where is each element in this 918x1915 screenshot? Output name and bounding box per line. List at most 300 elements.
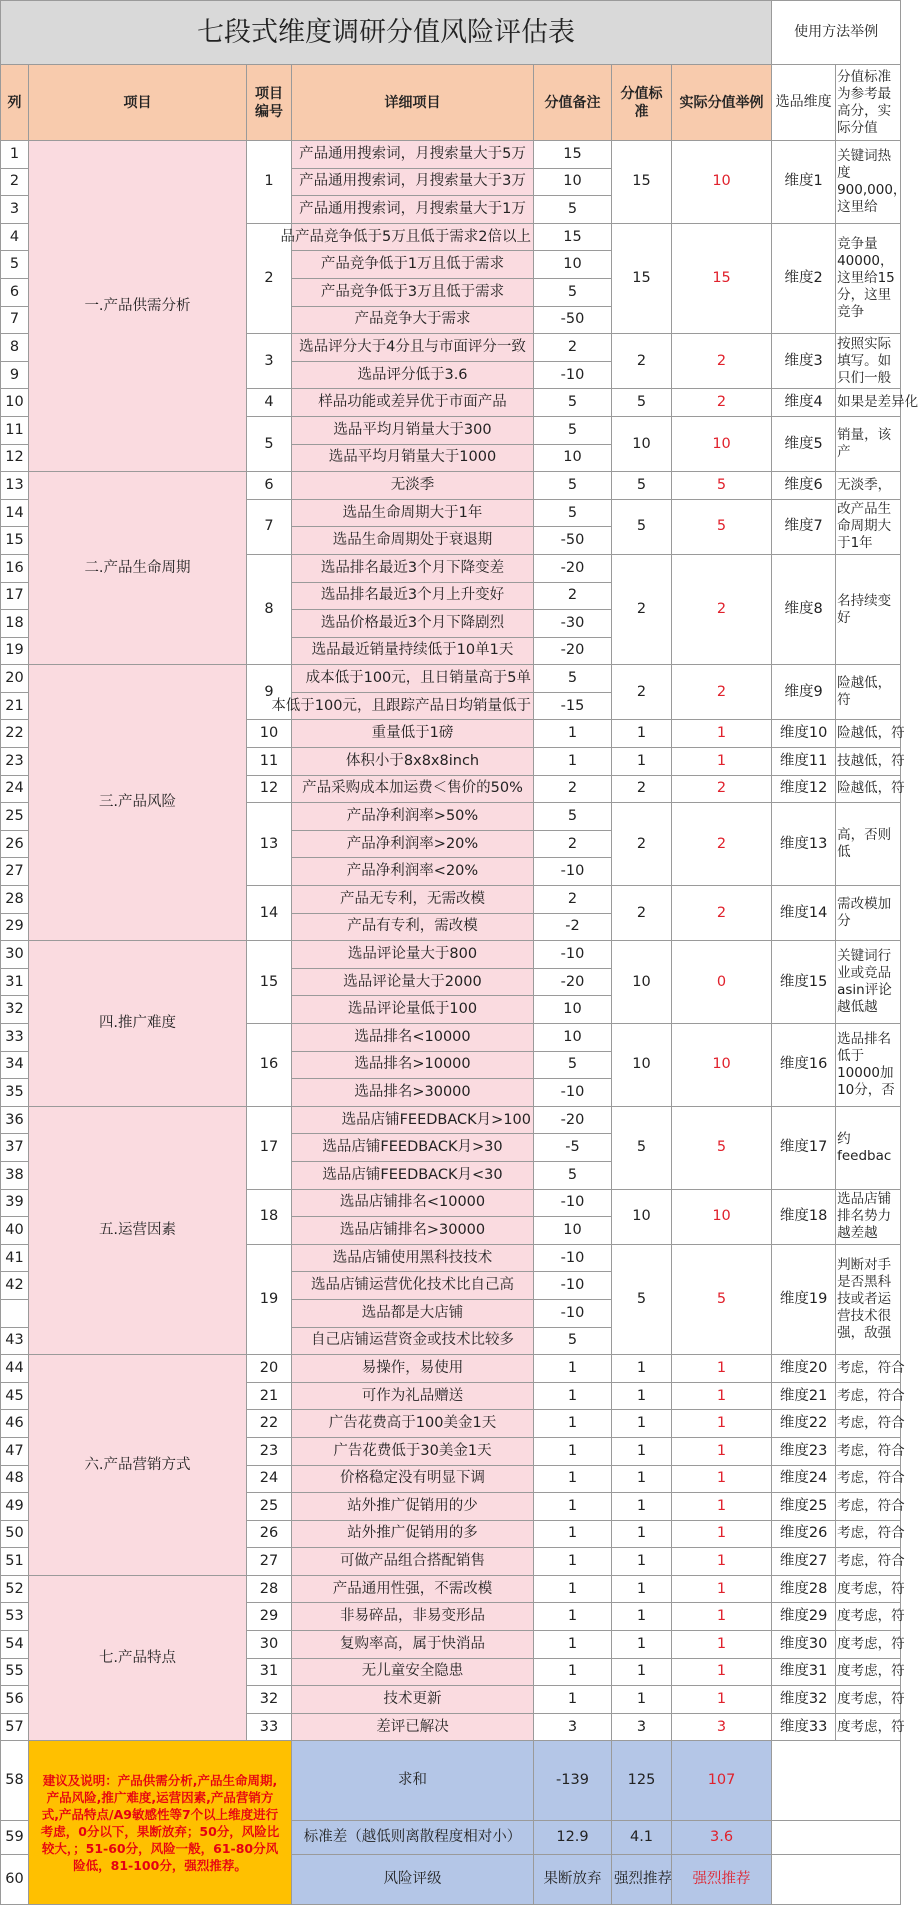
score-standard: 10 xyxy=(612,941,672,1024)
detail-item: 选品店铺排名<10000 xyxy=(292,1189,534,1217)
score-note: -10 xyxy=(534,941,612,969)
detail-item: 选品生命周期大于1年 xyxy=(292,499,534,527)
score-standard: 5 xyxy=(612,389,672,417)
header-item: 项目 xyxy=(29,65,247,141)
detail-item: 选品评论量大于800 xyxy=(292,941,534,969)
score-note: 5 xyxy=(534,416,612,444)
score-note: 1 xyxy=(534,1382,612,1410)
usage-note: 技越低，符 xyxy=(836,748,901,776)
score-standard: 1 xyxy=(612,720,672,748)
row-number: 29 xyxy=(1,913,29,941)
detail-item: 产品无专利，无需改模 xyxy=(292,886,534,914)
score-note: -2 xyxy=(534,913,612,941)
detail-item: 广告花费低于30美金1天 xyxy=(292,1437,534,1465)
risk-score: 果断放弃 xyxy=(534,1855,612,1905)
row-number: 30 xyxy=(1,941,29,969)
score-note: -10 xyxy=(534,1272,612,1300)
row-number: 54 xyxy=(1,1631,29,1659)
row-number: 39 xyxy=(1,1189,29,1217)
dimension-label: 维度16 xyxy=(772,1024,836,1107)
usage-note: 改产品生命周期大于1年 xyxy=(836,499,901,554)
item-number: 4 xyxy=(247,389,292,417)
dimension-label: 维度7 xyxy=(772,499,836,554)
header-detail: 详细项目 xyxy=(292,65,534,141)
empty-cell xyxy=(772,1855,901,1905)
actual-score: 1 xyxy=(672,1658,772,1686)
row-number: 5 xyxy=(1,251,29,279)
dimension-label: 维度23 xyxy=(772,1437,836,1465)
row-number: 8 xyxy=(1,334,29,362)
dimension-label: 维度24 xyxy=(772,1465,836,1493)
score-note: 1 xyxy=(534,1548,612,1576)
std-actual: 3.6 xyxy=(672,1821,772,1855)
detail-item: 产品通用性强，不需改模 xyxy=(292,1575,534,1603)
row-number: 18 xyxy=(1,610,29,638)
row-number: 14 xyxy=(1,499,29,527)
detail-item: 产品有专利，需改模 xyxy=(292,913,534,941)
detail-item: 选品店铺FEEDBACK月>30 xyxy=(292,1134,534,1162)
score-standard: 15 xyxy=(612,141,672,224)
score-note: 15 xyxy=(534,223,612,251)
score-standard: 1 xyxy=(612,748,672,776)
row-number: 4 xyxy=(1,223,29,251)
empty-cell xyxy=(772,1741,901,1821)
score-note: 5 xyxy=(534,1051,612,1079)
item-number: 19 xyxy=(247,1244,292,1354)
detail-item: 广告花费高于100美金1天 xyxy=(292,1410,534,1438)
dimension-label: 维度2 xyxy=(772,223,836,333)
detail-item: 站外推广促销用的少 xyxy=(292,1493,534,1521)
row-number: 17 xyxy=(1,582,29,610)
score-note: 1 xyxy=(534,748,612,776)
header-score-std: 分值标准 xyxy=(612,65,672,141)
score-note: 5 xyxy=(534,499,612,527)
actual-score: 2 xyxy=(672,665,772,720)
score-note: -30 xyxy=(534,610,612,638)
dimension-label: 维度25 xyxy=(772,1493,836,1521)
score-note: 1 xyxy=(534,1410,612,1438)
header-actual: 实际分值举例 xyxy=(672,65,772,141)
score-standard: 5 xyxy=(612,499,672,554)
score-standard: 1 xyxy=(612,1575,672,1603)
row-number: 12 xyxy=(1,444,29,472)
score-note: 10 xyxy=(534,996,612,1024)
row-number: 31 xyxy=(1,968,29,996)
row-number: 38 xyxy=(1,1161,29,1189)
usage-note: 考虑，符合 xyxy=(836,1355,901,1383)
detail-item: 产品净利润率>50% xyxy=(292,803,534,831)
row-number: 48 xyxy=(1,1465,29,1493)
table-row xyxy=(1,941,901,969)
score-standard: 1 xyxy=(612,1631,672,1659)
score-note: 1 xyxy=(534,1437,612,1465)
detail-item: 成本低于100元，且日销量高于5单 xyxy=(292,665,534,693)
usage-note: 度考虑，符 xyxy=(836,1713,901,1741)
score-note: 5 xyxy=(534,803,612,831)
detail-item: 选品评论量大于2000 xyxy=(292,968,534,996)
sum-actual: 107 xyxy=(672,1741,772,1821)
row-number: 56 xyxy=(1,1686,29,1714)
actual-score: 10 xyxy=(672,1024,772,1107)
advice-note: 建议及说明：产品供需分析,产品生命周期,产品风险,推广难度,运营因素,产品营销方式,产品特点/A9敏感性等7个以上维度进行考虑，0分以下，果断放弃；50分，风险比较大，；51-60分，风险一般，61-80分风险低，81-100分，强烈推荐。 xyxy=(29,1741,292,1905)
dimension-label: 维度28 xyxy=(772,1575,836,1603)
header-score-note: 分值备注 xyxy=(534,65,612,141)
sum-score: -139 xyxy=(534,1741,612,1821)
header-dim: 选品维度 xyxy=(772,65,836,141)
detail-item: 非易碎品，非易变形品 xyxy=(292,1603,534,1631)
detail-item: 产品净利润率>20% xyxy=(292,830,534,858)
empty-cell xyxy=(772,1821,901,1855)
actual-score: 2 xyxy=(672,775,772,803)
detail-item: 产品通用搜索词，月搜索量大于3万 xyxy=(292,168,534,196)
usage-note: 度考虑，符 xyxy=(836,1658,901,1686)
detail-item: 选品店铺使用黑科技技术 xyxy=(292,1244,534,1272)
row-number: 52 xyxy=(1,1575,29,1603)
score-note: 2 xyxy=(534,886,612,914)
row-number: 40 xyxy=(1,1217,29,1245)
score-note: 10 xyxy=(534,251,612,279)
detail-item: 易操作，易使用 xyxy=(292,1355,534,1383)
dimension-label: 维度21 xyxy=(772,1382,836,1410)
score-note: -15 xyxy=(534,692,612,720)
row-number: 6 xyxy=(1,278,29,306)
dimension-label: 维度22 xyxy=(772,1410,836,1438)
usage-note: 约feedbac xyxy=(836,1106,901,1189)
row-number xyxy=(1,1299,29,1327)
actual-score: 1 xyxy=(672,1603,772,1631)
score-note: -20 xyxy=(534,1106,612,1134)
score-note: -50 xyxy=(534,527,612,555)
sum-standard: 125 xyxy=(612,1741,672,1821)
detail-item: 价格稳定没有明显下调 xyxy=(292,1465,534,1493)
dimension-label: 维度9 xyxy=(772,665,836,720)
usage-note: 选品店铺排名势力越差越 xyxy=(836,1189,901,1244)
row-number: 22 xyxy=(1,720,29,748)
table-row xyxy=(1,1575,901,1603)
score-note: 3 xyxy=(534,1713,612,1741)
row-number: 24 xyxy=(1,775,29,803)
detail-item: 选品排名最近3个月下降变差 xyxy=(292,554,534,582)
row-number: 51 xyxy=(1,1548,29,1576)
score-standard: 5 xyxy=(612,1106,672,1189)
score-note: 10 xyxy=(534,1024,612,1052)
row-number: 53 xyxy=(1,1603,29,1631)
table-row xyxy=(1,1106,901,1134)
score-standard: 1 xyxy=(612,1603,672,1631)
score-note: 2 xyxy=(534,830,612,858)
item-number: 8 xyxy=(247,554,292,664)
score-note: -50 xyxy=(534,306,612,334)
usage-note: 度考虑，符 xyxy=(836,1631,901,1659)
item-number: 2 xyxy=(247,223,292,333)
item-number: 15 xyxy=(247,941,292,1024)
row-number: 7 xyxy=(1,306,29,334)
usage-note: 考虑，符合 xyxy=(836,1465,901,1493)
score-note: 1 xyxy=(534,1520,612,1548)
detail-item: 产品竞争大于需求 xyxy=(292,306,534,334)
detail-item: 重量低于1磅 xyxy=(292,720,534,748)
actual-score: 1 xyxy=(672,1520,772,1548)
dimension-label: 维度15 xyxy=(772,941,836,1024)
usage-note: 考虑，符合 xyxy=(836,1548,901,1576)
actual-score: 2 xyxy=(672,803,772,886)
detail-item: 产品通用搜索词，月搜索量大于5万 xyxy=(292,141,534,169)
detail-item: 选品店铺FEEDBACK月<30 xyxy=(292,1161,534,1189)
row-number: 59 xyxy=(1,1821,29,1855)
score-standard: 1 xyxy=(612,1382,672,1410)
dimension-label: 维度11 xyxy=(772,748,836,776)
score-note: 5 xyxy=(534,1161,612,1189)
score-note: -10 xyxy=(534,1079,612,1107)
score-note: 2 xyxy=(534,775,612,803)
detail-item: 选品排名>10000 xyxy=(292,1051,534,1079)
score-standard: 1 xyxy=(612,1355,672,1383)
row-number: 60 xyxy=(1,1855,29,1905)
row-number: 36 xyxy=(1,1106,29,1134)
usage-note: 险越低，符 xyxy=(836,775,901,803)
dimension-label: 维度10 xyxy=(772,720,836,748)
sum-label: 求和 xyxy=(292,1741,534,1821)
detail-item: 本低于100元，且跟踪产品日均销量低于 xyxy=(292,692,534,720)
usage-note: 考虑，符合 xyxy=(836,1437,901,1465)
usage-note: 判断对手是否黑科技或者运营技术很强，敌强 xyxy=(836,1244,901,1354)
score-standard: 2 xyxy=(612,886,672,941)
detail-item: 无儿童安全隐患 xyxy=(292,1658,534,1686)
actual-score: 0 xyxy=(672,941,772,1024)
score-standard: 2 xyxy=(612,775,672,803)
score-note: 2 xyxy=(534,582,612,610)
row-number: 3 xyxy=(1,196,29,224)
score-note: 1 xyxy=(534,1686,612,1714)
detail-item: 品产品竞争低于5万且低于需求2倍以上 xyxy=(292,223,534,251)
std-standard: 4.1 xyxy=(612,1821,672,1855)
actual-score: 1 xyxy=(672,1465,772,1493)
table-row xyxy=(1,665,901,693)
item-number: 33 xyxy=(247,1713,292,1741)
score-note: 1 xyxy=(534,1355,612,1383)
category-label: 四.推广难度 xyxy=(29,941,247,1107)
row-number: 2 xyxy=(1,168,29,196)
actual-score: 1 xyxy=(672,1437,772,1465)
item-number: 11 xyxy=(247,748,292,776)
score-note: 10 xyxy=(534,168,612,196)
usage-note: 选品排名低于10000加10分，否 xyxy=(836,1024,901,1107)
row-number: 13 xyxy=(1,472,29,500)
detail-item: 产品通用搜索词，月搜索量大于1万 xyxy=(292,196,534,224)
item-number: 32 xyxy=(247,1686,292,1714)
dimension-label: 维度32 xyxy=(772,1686,836,1714)
item-number: 18 xyxy=(247,1189,292,1244)
usage-note: 度考虑，符 xyxy=(836,1603,901,1631)
actual-score: 1 xyxy=(672,748,772,776)
usage-note: 名持续变好 xyxy=(836,554,901,664)
row-number: 46 xyxy=(1,1410,29,1438)
row-number: 41 xyxy=(1,1244,29,1272)
score-note: -20 xyxy=(534,637,612,665)
score-note: -20 xyxy=(534,968,612,996)
score-note: -10 xyxy=(534,1189,612,1217)
category-label: 六.产品营销方式 xyxy=(29,1355,247,1576)
item-number: 6 xyxy=(247,472,292,500)
score-standard: 2 xyxy=(612,334,672,389)
actual-score: 1 xyxy=(672,1355,772,1383)
item-number: 22 xyxy=(247,1410,292,1438)
row-number: 28 xyxy=(1,886,29,914)
score-standard: 10 xyxy=(612,1024,672,1107)
risk-label: 风险评级 xyxy=(292,1855,534,1905)
row-number: 37 xyxy=(1,1134,29,1162)
usage-note: 考虑，符合 xyxy=(836,1410,901,1438)
score-standard: 5 xyxy=(612,1244,672,1354)
actual-score: 1 xyxy=(672,720,772,748)
actual-score: 10 xyxy=(672,416,772,471)
row-number: 1 xyxy=(1,141,29,169)
detail-item: 技术更新 xyxy=(292,1686,534,1714)
header-desc: 分值标准为参考最高分，实际分值 xyxy=(836,65,901,141)
score-standard: 1 xyxy=(612,1686,672,1714)
detail-item: 复购率高，属于快消品 xyxy=(292,1631,534,1659)
score-note: -10 xyxy=(534,858,612,886)
score-standard: 1 xyxy=(612,1493,672,1521)
row-number: 42 xyxy=(1,1272,29,1300)
dimension-label: 维度8 xyxy=(772,554,836,664)
detail-item: 样品功能或差异优于市面产品 xyxy=(292,389,534,417)
detail-item: 站外推广促销用的多 xyxy=(292,1520,534,1548)
score-note: 10 xyxy=(534,1217,612,1245)
score-note: 1 xyxy=(534,1631,612,1659)
item-number: 14 xyxy=(247,886,292,941)
row-number: 35 xyxy=(1,1079,29,1107)
dimension-label: 维度33 xyxy=(772,1713,836,1741)
detail-item: 产品采购成本加运费＜售价的50% xyxy=(292,775,534,803)
detail-item: 自己店铺运营资金或技术比较多 xyxy=(292,1327,534,1355)
item-number: 7 xyxy=(247,499,292,554)
usage-title: 使用方法举例 xyxy=(772,1,901,65)
header-col: 列 xyxy=(1,65,29,141)
actual-score: 2 xyxy=(672,334,772,389)
usage-note: 险越低，符 xyxy=(836,720,901,748)
actual-score: 1 xyxy=(672,1382,772,1410)
usage-note: 考虑，符合 xyxy=(836,1493,901,1521)
detail-item: 差评已解决 xyxy=(292,1713,534,1741)
dimension-label: 维度18 xyxy=(772,1189,836,1244)
usage-note: 按照实际填写。如只们一般 xyxy=(836,334,901,389)
actual-score: 1 xyxy=(672,1548,772,1576)
item-number: 23 xyxy=(247,1437,292,1465)
actual-score: 2 xyxy=(672,554,772,664)
std-score: 12.9 xyxy=(534,1821,612,1855)
row-number: 27 xyxy=(1,858,29,886)
detail-item: 产品净利润率<20% xyxy=(292,858,534,886)
row-number: 10 xyxy=(1,389,29,417)
row-number: 26 xyxy=(1,830,29,858)
dimension-label: 维度26 xyxy=(772,1520,836,1548)
actual-score: 5 xyxy=(672,499,772,554)
row-number: 15 xyxy=(1,527,29,555)
detail-item: 选品店铺运营优化技术比自己高 xyxy=(292,1272,534,1300)
item-number: 12 xyxy=(247,775,292,803)
item-number: 17 xyxy=(247,1106,292,1189)
score-note: 5 xyxy=(534,196,612,224)
item-number: 26 xyxy=(247,1520,292,1548)
score-standard: 1 xyxy=(612,1520,672,1548)
dimension-label: 维度14 xyxy=(772,886,836,941)
actual-score: 5 xyxy=(672,1244,772,1354)
detail-item: 可作为礼品赠送 xyxy=(292,1382,534,1410)
header-item-no: 项目编号 xyxy=(247,65,292,141)
category-label: 五.运营因素 xyxy=(29,1106,247,1354)
item-number: 16 xyxy=(247,1024,292,1107)
usage-note: 关键词热度900,000，这里给 xyxy=(836,141,901,224)
score-standard: 1 xyxy=(612,1658,672,1686)
dimension-label: 维度29 xyxy=(772,1603,836,1631)
item-number: 9 xyxy=(247,665,292,720)
item-number: 31 xyxy=(247,1658,292,1686)
score-note: 1 xyxy=(534,1493,612,1521)
table-row xyxy=(1,1355,901,1383)
usage-note: 无淡季， xyxy=(836,472,901,500)
detail-item: 选品评分大于4分且与市面评分一致 xyxy=(292,334,534,362)
score-note: 5 xyxy=(534,278,612,306)
actual-score: 1 xyxy=(672,1493,772,1521)
detail-item: 选品生命周期处于衰退期 xyxy=(292,527,534,555)
actual-score: 2 xyxy=(672,389,772,417)
actual-score: 15 xyxy=(672,223,772,333)
detail-item: 选品店铺FEEDBACK月>100 xyxy=(292,1106,534,1134)
row-number: 16 xyxy=(1,554,29,582)
score-note: 2 xyxy=(534,334,612,362)
dimension-label: 维度27 xyxy=(772,1548,836,1576)
item-number: 21 xyxy=(247,1382,292,1410)
row-number: 43 xyxy=(1,1327,29,1355)
dimension-label: 维度1 xyxy=(772,141,836,224)
item-number: 1 xyxy=(247,141,292,224)
detail-item: 选品店铺排名>30000 xyxy=(292,1217,534,1245)
score-note: 1 xyxy=(534,1658,612,1686)
row-number: 11 xyxy=(1,416,29,444)
detail-item: 选品价格最近3个月下降剧烈 xyxy=(292,610,534,638)
item-number: 3 xyxy=(247,334,292,389)
actual-score: 5 xyxy=(672,1106,772,1189)
table-row xyxy=(1,141,901,169)
score-standard: 10 xyxy=(612,416,672,471)
actual-score: 10 xyxy=(672,1189,772,1244)
item-number: 28 xyxy=(247,1575,292,1603)
usage-note: 需改模加分 xyxy=(836,886,901,941)
detail-item: 选品排名<10000 xyxy=(292,1024,534,1052)
detail-item: 无淡季 xyxy=(292,472,534,500)
dimension-label: 维度12 xyxy=(772,775,836,803)
score-note: -10 xyxy=(534,1299,612,1327)
item-number: 10 xyxy=(247,720,292,748)
score-standard: 1 xyxy=(612,1548,672,1576)
score-note: 15 xyxy=(534,141,612,169)
usage-note: 高，否则低 xyxy=(836,803,901,886)
actual-score: 1 xyxy=(672,1631,772,1659)
actual-score: 1 xyxy=(672,1410,772,1438)
row-number: 44 xyxy=(1,1355,29,1383)
score-standard: 2 xyxy=(612,665,672,720)
item-number: 29 xyxy=(247,1603,292,1631)
detail-item: 选品平均月销量大于1000 xyxy=(292,444,534,472)
actual-score: 10 xyxy=(672,141,772,224)
row-number: 50 xyxy=(1,1520,29,1548)
dimension-label: 维度3 xyxy=(772,334,836,389)
detail-item: 选品平均月销量大于300 xyxy=(292,416,534,444)
score-standard: 1 xyxy=(612,1437,672,1465)
risk-standard: 强烈推荐 xyxy=(612,1855,672,1905)
detail-item: 产品竞争低于3万且低于需求 xyxy=(292,278,534,306)
